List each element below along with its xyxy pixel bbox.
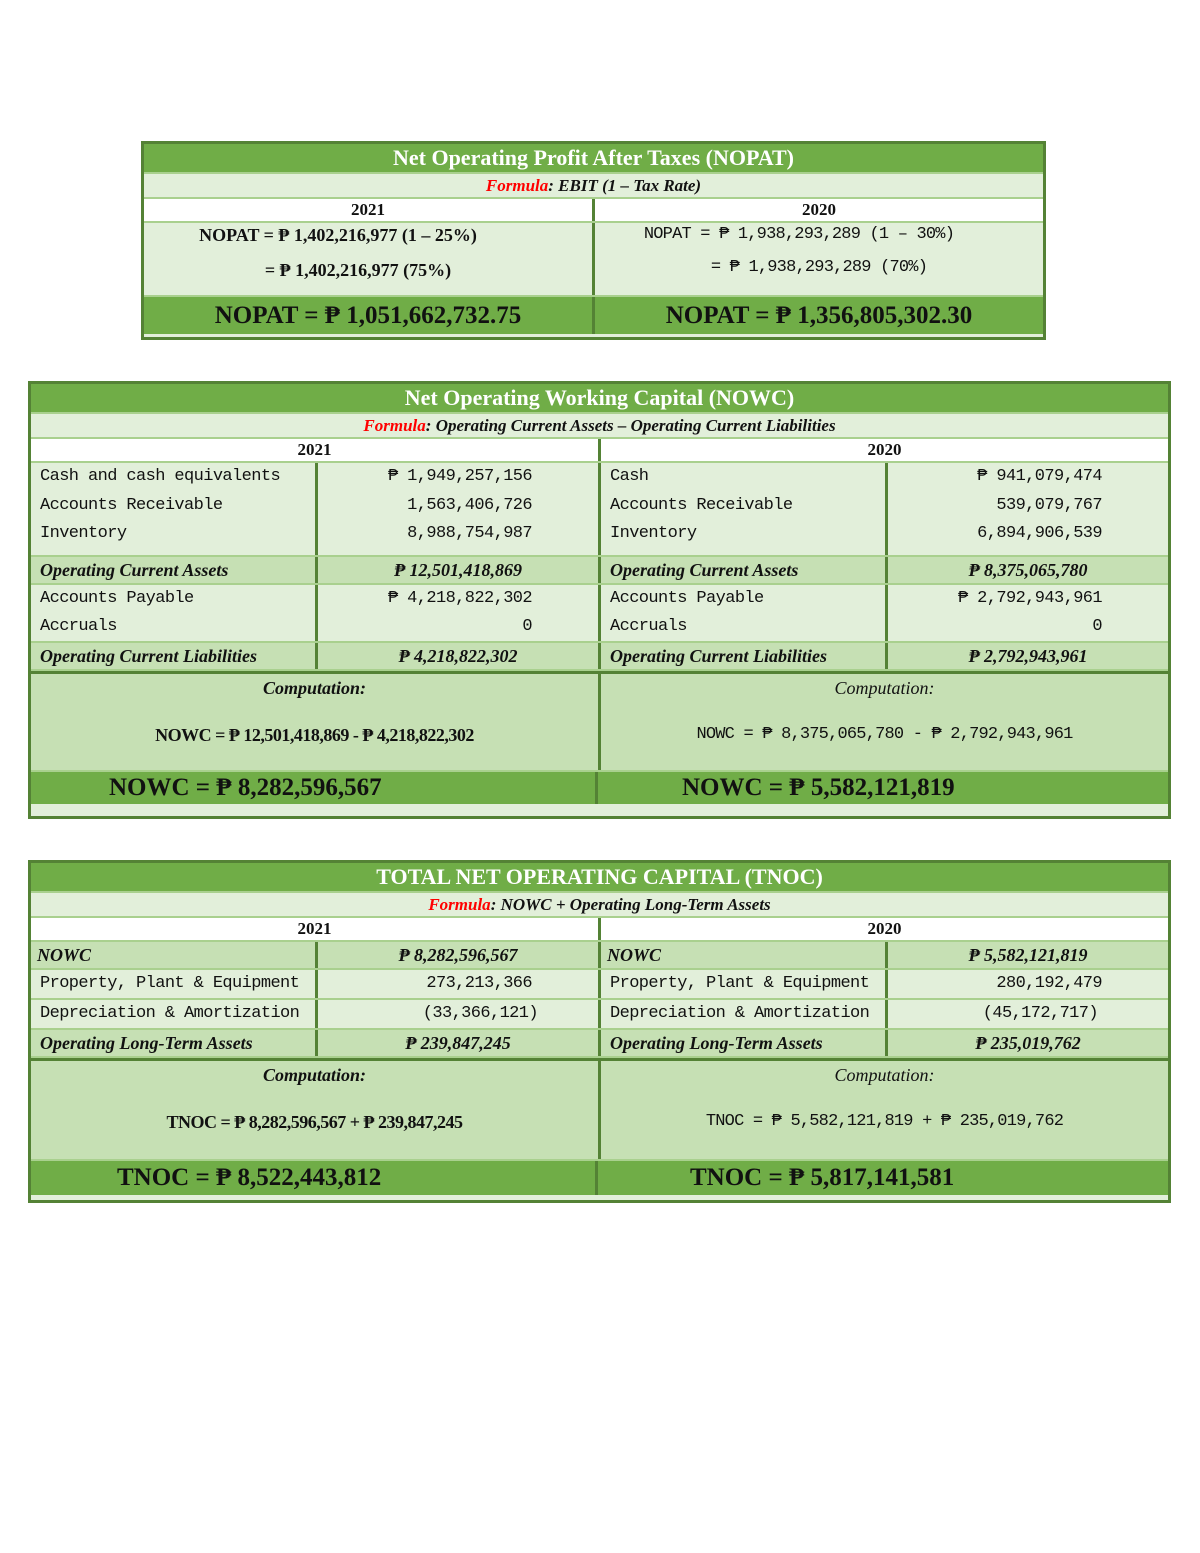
- nopat-2021-line2: = ₱ 1,402,216,977 (75%): [264, 260, 452, 280]
- nowc-liabilities-rows: [31, 585, 1168, 641]
- subtotal-value: ₱ 8,375,065,780: [968, 560, 1088, 580]
- computation-label: Computation:: [834, 678, 935, 698]
- nowc-2020-result: NOWC = ₱ 5,582,121,819: [595, 772, 1168, 804]
- year-2021: 2021: [297, 919, 332, 938]
- nowc-value: ₱ 8,282,596,567: [398, 945, 518, 965]
- nopat-2021-line1: NOPAT = ₱ 1,402,216,977 (1 – 25%): [199, 225, 477, 245]
- tnoc-2020-result: TNOC = ₱ 5,817,141,581: [595, 1161, 1168, 1195]
- nopat-2020-line2: = ₱ 1,938,293,289 (70%): [710, 258, 928, 277]
- tnoc-formula: [31, 893, 1168, 918]
- tnoc-title: TOTAL NET OPERATING CAPITAL (TNOC): [31, 863, 1168, 893]
- tnoc-2020-computation: [598, 1061, 1168, 1159]
- computation-label: Computation:: [262, 1065, 367, 1085]
- liability-label: Accruals: [40, 617, 117, 636]
- year-2021: 2021: [351, 200, 385, 219]
- nopat-result-row: [144, 295, 1043, 334]
- subtotal-label: Operating Long-Term Assets: [601, 1030, 888, 1056]
- formula-text: : NOWC + Operating Long-Term Assets: [490, 895, 771, 914]
- asset-value: 8,988,754,987: [407, 524, 532, 543]
- year-2020: 2020: [598, 918, 1168, 940]
- item-label: Property, Plant & Equipment: [31, 970, 318, 998]
- tnoc-nowc-row: [31, 942, 1168, 970]
- item-label: Property, Plant & Equipment: [601, 970, 888, 998]
- nopat-2021-result: NOPAT = ₱ 1,051,662,732.75: [214, 302, 522, 329]
- subtotal-value: ₱ 2,792,943,961: [968, 646, 1088, 666]
- nowc-2021-computation: [31, 674, 598, 770]
- liability-value: ₱ 2,792,943,961: [957, 589, 1102, 608]
- nopat-2020-calc: [592, 223, 1043, 295]
- formula-label: Formula: [428, 895, 491, 914]
- tnoc-depreciation-row: [31, 1000, 1168, 1028]
- nowc-value: ₱ 5,582,121,819: [968, 945, 1088, 965]
- nowc-2020-assets: [598, 463, 1168, 555]
- year-2020: 2020: [592, 199, 1043, 221]
- asset-value: 6,894,906,539: [977, 524, 1102, 543]
- item-label: Depreciation & Amortization: [601, 1000, 888, 1028]
- liability-label: Accounts Payable: [610, 589, 764, 608]
- nowc-assets-rows: [31, 463, 1168, 555]
- liability-label: Accruals: [610, 617, 687, 636]
- computation-expression: NOWC = ₱ 12,501,418,869 - ₱ 4,218,822,302: [155, 725, 474, 745]
- tnoc-ppe-row: [31, 970, 1168, 1000]
- asset-value: ₱ 1,949,257,156: [387, 467, 532, 486]
- item-value: (33,366,121): [422, 1004, 538, 1023]
- item-value: (45,172,717): [982, 1004, 1098, 1023]
- liability-value: ₱ 4,218,822,302: [387, 589, 532, 608]
- asset-label: Accounts Receivable: [40, 495, 223, 515]
- nowc-table: [28, 381, 1171, 819]
- subtotal-label: Operating Long-Term Assets: [31, 1030, 318, 1056]
- subtotal-value: ₱ 235,019,762: [975, 1033, 1081, 1053]
- nowc-formula: [31, 414, 1168, 439]
- nopat-table: [141, 141, 1046, 340]
- computation-expression: NOWC = ₱ 8,375,065,780 - ₱ 2,792,943,961: [696, 725, 1073, 744]
- computation-expression: TNOC = ₱ 8,282,596,567 + ₱ 239,847,245: [166, 1112, 463, 1132]
- nowc-result-row: [31, 770, 1168, 804]
- formula-text: : Operating Current Assets – Operating Current Liabilities: [425, 416, 836, 435]
- tnoc-2021-computation: [31, 1061, 598, 1159]
- formula-text: : EBIT (1 – Tax Rate): [548, 176, 702, 195]
- liability-label: Accounts Payable: [40, 589, 194, 608]
- formula-label: Formula: [363, 416, 426, 435]
- subtotal-label: Operating Current Liabilities: [31, 643, 318, 669]
- asset-value: 539,079,767: [996, 495, 1102, 515]
- nopat-2021-calc: [144, 223, 592, 295]
- asset-label: Cash and cash equivalents: [40, 467, 281, 486]
- nowc-2020-computation: [598, 674, 1168, 770]
- nopat-year-header: [144, 199, 1043, 223]
- nopat-calc-rows: [144, 223, 1043, 295]
- nowc-title: Net Operating Working Capital (NOWC): [31, 384, 1168, 414]
- subtotal-value: ₱ 4,218,822,302: [398, 646, 518, 666]
- subtotal-label: Operating Current Assets: [601, 557, 888, 583]
- asset-value: ₱ 941,079,474: [977, 467, 1102, 486]
- tnoc-2021-result: TNOC = ₱ 8,522,443,812: [117, 1164, 382, 1191]
- item-value: 280,192,479: [996, 974, 1102, 993]
- computation-expression: TNOC = ₱ 5,582,121,819 + ₱ 235,019,762: [705, 1112, 1064, 1131]
- asset-label: Inventory: [610, 524, 697, 543]
- nowc-liabilities-total-row: [31, 641, 1168, 671]
- nopat-formula: [144, 174, 1043, 199]
- nopat-2020-result: NOPAT = ₱ 1,356,805,302.30: [592, 297, 1043, 334]
- subtotal-value: ₱ 239,847,245: [405, 1033, 511, 1053]
- nowc-computation-row: [31, 671, 1168, 770]
- tnoc-year-header: [31, 918, 1168, 942]
- year-2021: 2021: [297, 440, 332, 459]
- tnoc-total-row: [31, 1028, 1168, 1058]
- nowc-assets-total-row: [31, 555, 1168, 585]
- subtotal-label: Operating Current Assets: [31, 557, 318, 583]
- item-value: 273,213,366: [426, 974, 532, 993]
- computation-label: Computation:: [834, 1065, 935, 1085]
- nowc-2021-result: NOWC = ₱ 8,282,596,567: [109, 774, 382, 801]
- nowc-year-header: [31, 439, 1168, 463]
- nowc-label: NOWC: [601, 942, 888, 968]
- tnoc-table: [28, 860, 1171, 1203]
- liability-value: 0: [1092, 617, 1102, 636]
- subtotal-label: Operating Current Liabilities: [601, 643, 888, 669]
- tnoc-result-row: [31, 1159, 1168, 1195]
- liability-value: 0: [522, 617, 532, 636]
- asset-label: Accounts Receivable: [610, 495, 793, 515]
- year-2020: 2020: [598, 439, 1168, 461]
- item-label: Depreciation & Amortization: [31, 1000, 318, 1028]
- tnoc-computation-row: [31, 1058, 1168, 1159]
- asset-label: Cash: [610, 467, 649, 486]
- nowc-2021-assets: [31, 463, 598, 555]
- nopat-title: Net Operating Profit After Taxes (NOPAT): [144, 144, 1043, 174]
- asset-label: Inventory: [40, 524, 127, 543]
- computation-label: Computation:: [262, 678, 367, 698]
- nowc-label: NOWC: [31, 942, 318, 968]
- formula-label: Formula: [485, 176, 549, 195]
- subtotal-value: ₱ 12,501,418,869: [394, 560, 522, 580]
- asset-value: 1,563,406,726: [407, 495, 532, 515]
- nopat-2020-line1: NOPAT = ₱ 1,938,293,289 (1 – 30%): [643, 225, 955, 244]
